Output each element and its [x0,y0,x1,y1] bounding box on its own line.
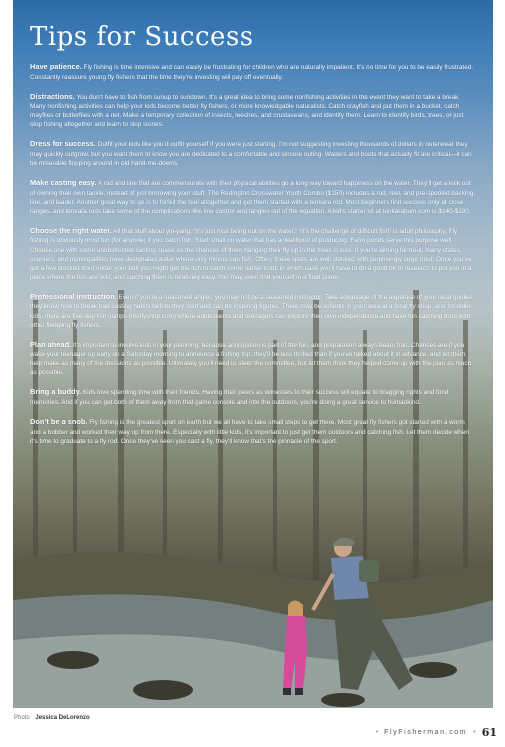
photo-credit-label: Photo [14,715,30,721]
tip-paragraph [30,139,476,168]
tip-text: All that stuff about yin-yang, “it’s just nice being out on the water,” “it’s the challenge of difficult fish” is adult philosophy. Fly fishing is obviously most fun (for anyone) if you catch fish. Start small on water that has a likelihood of producing. Farm ponds serve this purpose well. Choose one with some unobstructed casting space so the chances of them hanging their fly up in the trees is less. If you’re aiming for trout, many states, counties, and municipalities have designated water where only minors can fish. Often, these spots are well stocked with surprisingly large trout. Once you’ve got a few stocked trout under your belt you might get the itch to catch some native trout, in which case you’ll have to do a good bit of research to put you in a place where the fish are wild, and catching them is relatively easy. You may even find yourself in a float plane. [30,227,472,281]
bullet-icon: • [473,729,476,736]
tip-heading: Bring a buddy. [30,387,82,397]
tip-heading: Choose the right water. [30,225,112,235]
tip-paragraph [30,340,476,378]
tip-paragraph [30,226,476,282]
tip-paragraph [30,178,476,216]
tip-text: A rod and line that are commensurate with their physical abilities go a long way toward happiness on the water. They’ll get a kick out of owning their own tackle, instead of just borrowing your stuff. The Redington Crosswater Youth Combo ($150) includes a rod, reel, and pre-spooled backing, line, and leader. Another great way to go is to forfeit the reel altogether and get them started with a tenkara rod. Most beginners find success only at close ranges, and tenkara rods take some of the complications like line control and tangles out of the equation. A kid’s starter kit at tenkarabum.com is $140-$190. [30,180,476,215]
tip-heading: Distractions. [30,91,75,101]
page-number: 61 [481,726,497,739]
tip-paragraph [30,292,476,330]
bullet-icon: • [375,729,379,736]
tip-text: Outfit your kids like you’d outfit yourself if you were just starting. I’m not suggesting investing thousands of dollars in outerwear they may quickly outgrow, but you want them to know you are dedicated to a comfortable and sincere outing. Waders and boots that actually fit are critical—it can be miserable flopping around in old hand-me-downs. [30,141,472,168]
tip-heading: Plan ahead. [30,339,72,349]
page-title: Tips for Success [30,22,254,52]
article-body [30,62,476,456]
photo-credit [14,715,90,721]
tip-text: Kids love spending time with their friends. Having their peers as witnesses to their success will equate to bragging rights and fond memories. And if you can get both of them away from that game console and into the outdoors, you’re doing a great service to humankind. [30,389,449,406]
tip-paragraph [30,92,476,130]
page-footer [376,726,497,739]
tip-text: Fly fishing is the greatest sport on earth but we all have to take small steps to get there. Most great fly fishers got started with a worm and a bobber and worked their way up from there. Especially with little kids, it’s important to just get them outdoors and catching fish. Let them decide when it’s time to graduate to a fly rod. Once they’ve seen you cast a fly, they’ll know that’s the pinnacle of the sport. [30,419,469,445]
photo-credit-name: Jessica DeLorenzo [35,715,90,721]
tip-text: It’s important to involve kids in your planning, because anticipation is part of the fun, and preparation always bears fruit. Chances are if you wake your teenager up early on a Saturday morning to announce a fishing trip, they’ll be less thrilled than if you’ve talked about it in advance, and let them help make as many of the decisions as possible. Ultimately you’ll need to steer the committee, but let them think they helped come up with the plan as much as possible. [30,341,472,377]
tip-paragraph [30,387,476,407]
tip-heading: Dress for success. [30,139,96,149]
footer-site: FlyFisherman.com [384,729,468,736]
tip-heading: Don’t be a snob. [30,417,88,427]
tip-text: Fly fishing is time intensive and can easily be frustrating for children who are naturally impatient. It’s no time for you to be easily frustrated. Constantly reassure young fly fishers that the time they’re investing will pay off eventually. [30,64,474,81]
tip-text: Even if you’re a seasoned angler, you may not be a seasoned instructor. Take advantage of the expertise of your local guides; they know how to break bad casting habits before they start and can be inspiring figures. There may be schools in your area at a local fly shop, and for older kids, there are five-day fish camps (theflyshop.com) where adolescents and teenagers can explore their own independence and have fun catching trout with other fledgling fly fishers. [30,293,474,329]
tip-heading: Make casting easy. [30,178,97,188]
tip-heading: Have patience. [30,62,82,71]
tip-text: You don’t have to fish from sunup to sundown. It’s a great idea to bring some nonfishing activities in the event they want to take a break. Many nonfishing activities can help your kids become better fly fishers, or more knowledgable naturalists. Catch crayfish and put them in a bucket, catch mayflies or butterflies with a net. Make a temporary collection of insects, leeches, and crustaceans, and identify them. Learn to identify birds, trees, or just stop fishing altogether and learn to skip stones. [30,93,464,129]
tip-heading: Professional instruction. [30,291,117,301]
tip-paragraph [30,62,476,82]
tip-paragraph [30,417,476,446]
